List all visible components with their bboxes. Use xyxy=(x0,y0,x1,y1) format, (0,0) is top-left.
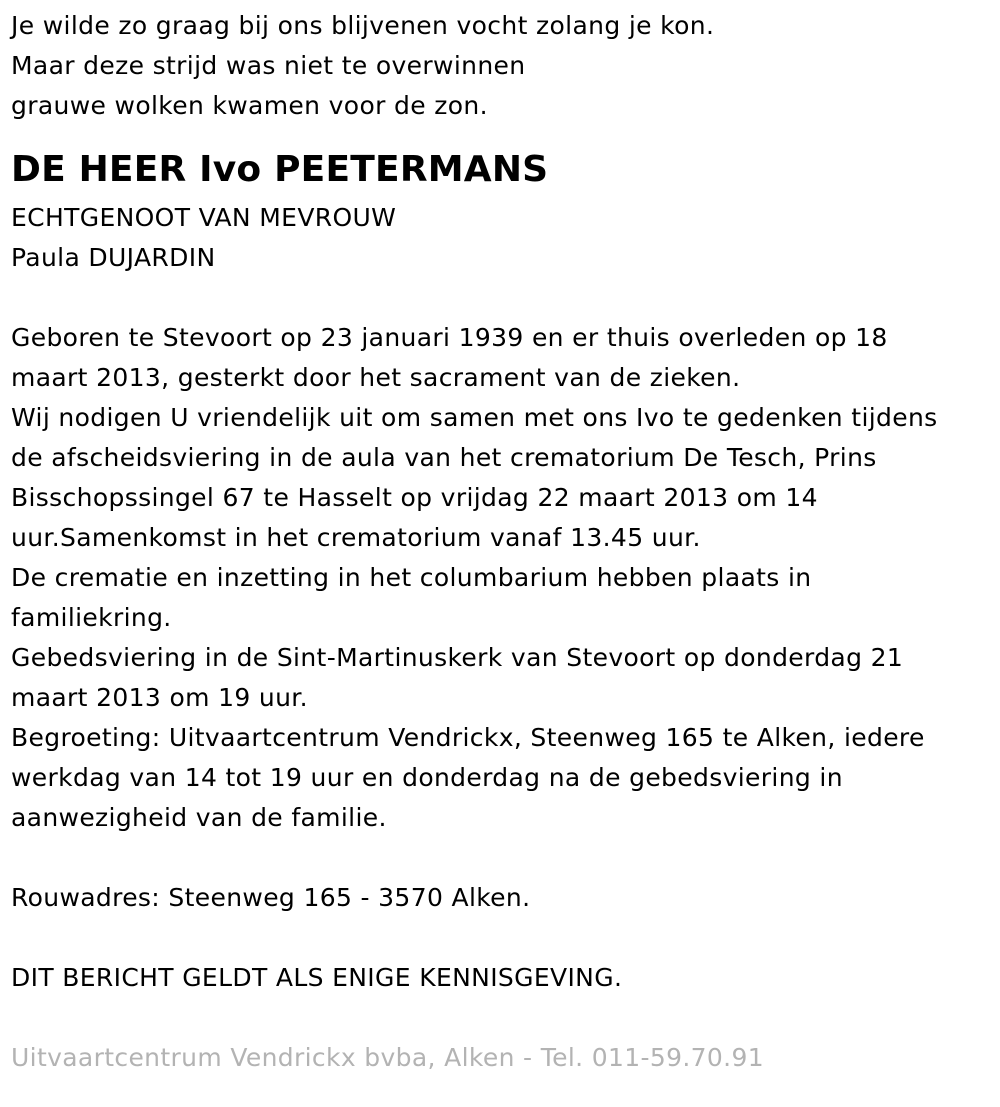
spouse-name: Paula DUJARDIN xyxy=(11,243,216,272)
body-line: Begroeting: Uitvaartcentrum Vendrickx, Steenweg 165 te Alken, iedere xyxy=(11,723,925,752)
body-line: maart 2013, gesterkt door het sacrament van de zieken. xyxy=(11,363,741,392)
notice-body xyxy=(11,318,986,838)
body-line: Geboren te Stevoort op 23 januari 1939 en er thuis overleden op 18 xyxy=(11,323,888,352)
body-line: maart 2013 om 19 uur. xyxy=(11,683,308,712)
relation-line: ECHTGENOOT VAN MEVROUW xyxy=(11,203,397,232)
body-line: Wij nodigen U vriendelijk uit om samen met ons Ivo te gedenken tijdens xyxy=(11,403,938,432)
body-line: werkdag van 14 tot 19 uur en donderdag na de gebedsviering in xyxy=(11,763,843,792)
body-line: Bisschopssingel 67 te Hasselt op vrijdag 22 maart 2013 om 14 xyxy=(11,483,818,512)
funeral-home-footer: Uitvaartcentrum Vendrickx bvba, Alken - Tel. 011-59.70.91 xyxy=(11,1043,764,1072)
body-line: de afscheidsviering in de aula van het crematorium De Tesch, Prins xyxy=(11,443,877,472)
official-notice: DIT BERICHT GELDT ALS ENIGE KENNISGEVING. xyxy=(11,963,623,992)
poem-line: Maar deze strijd was niet te overwinnen xyxy=(11,51,526,80)
body-line: Gebedsviering in de Sint-Martinuskerk van Stevoort op donderdag 21 xyxy=(11,643,904,672)
death-notice xyxy=(11,6,986,1078)
poem xyxy=(11,6,986,126)
body-line: uur.Samenkomst in het crematorium vanaf 13.45 uur. xyxy=(11,523,701,552)
poem-line: grauwe wolken kwamen voor de zon. xyxy=(11,91,488,120)
mourning-address: Rouwadres: Steenweg 165 - 3570 Alken. xyxy=(11,883,531,912)
poem-line: Je wilde zo graag bij ons blijvenen vocht zolang je kon. xyxy=(11,11,715,40)
deceased-name: DE HEER Ivo PEETERMANS xyxy=(11,149,549,190)
body-line: aanwezigheid van de familie. xyxy=(11,803,387,832)
body-line: De crematie en inzetting in het columbarium hebben plaats in xyxy=(11,563,812,592)
body-line: familiekring. xyxy=(11,603,172,632)
